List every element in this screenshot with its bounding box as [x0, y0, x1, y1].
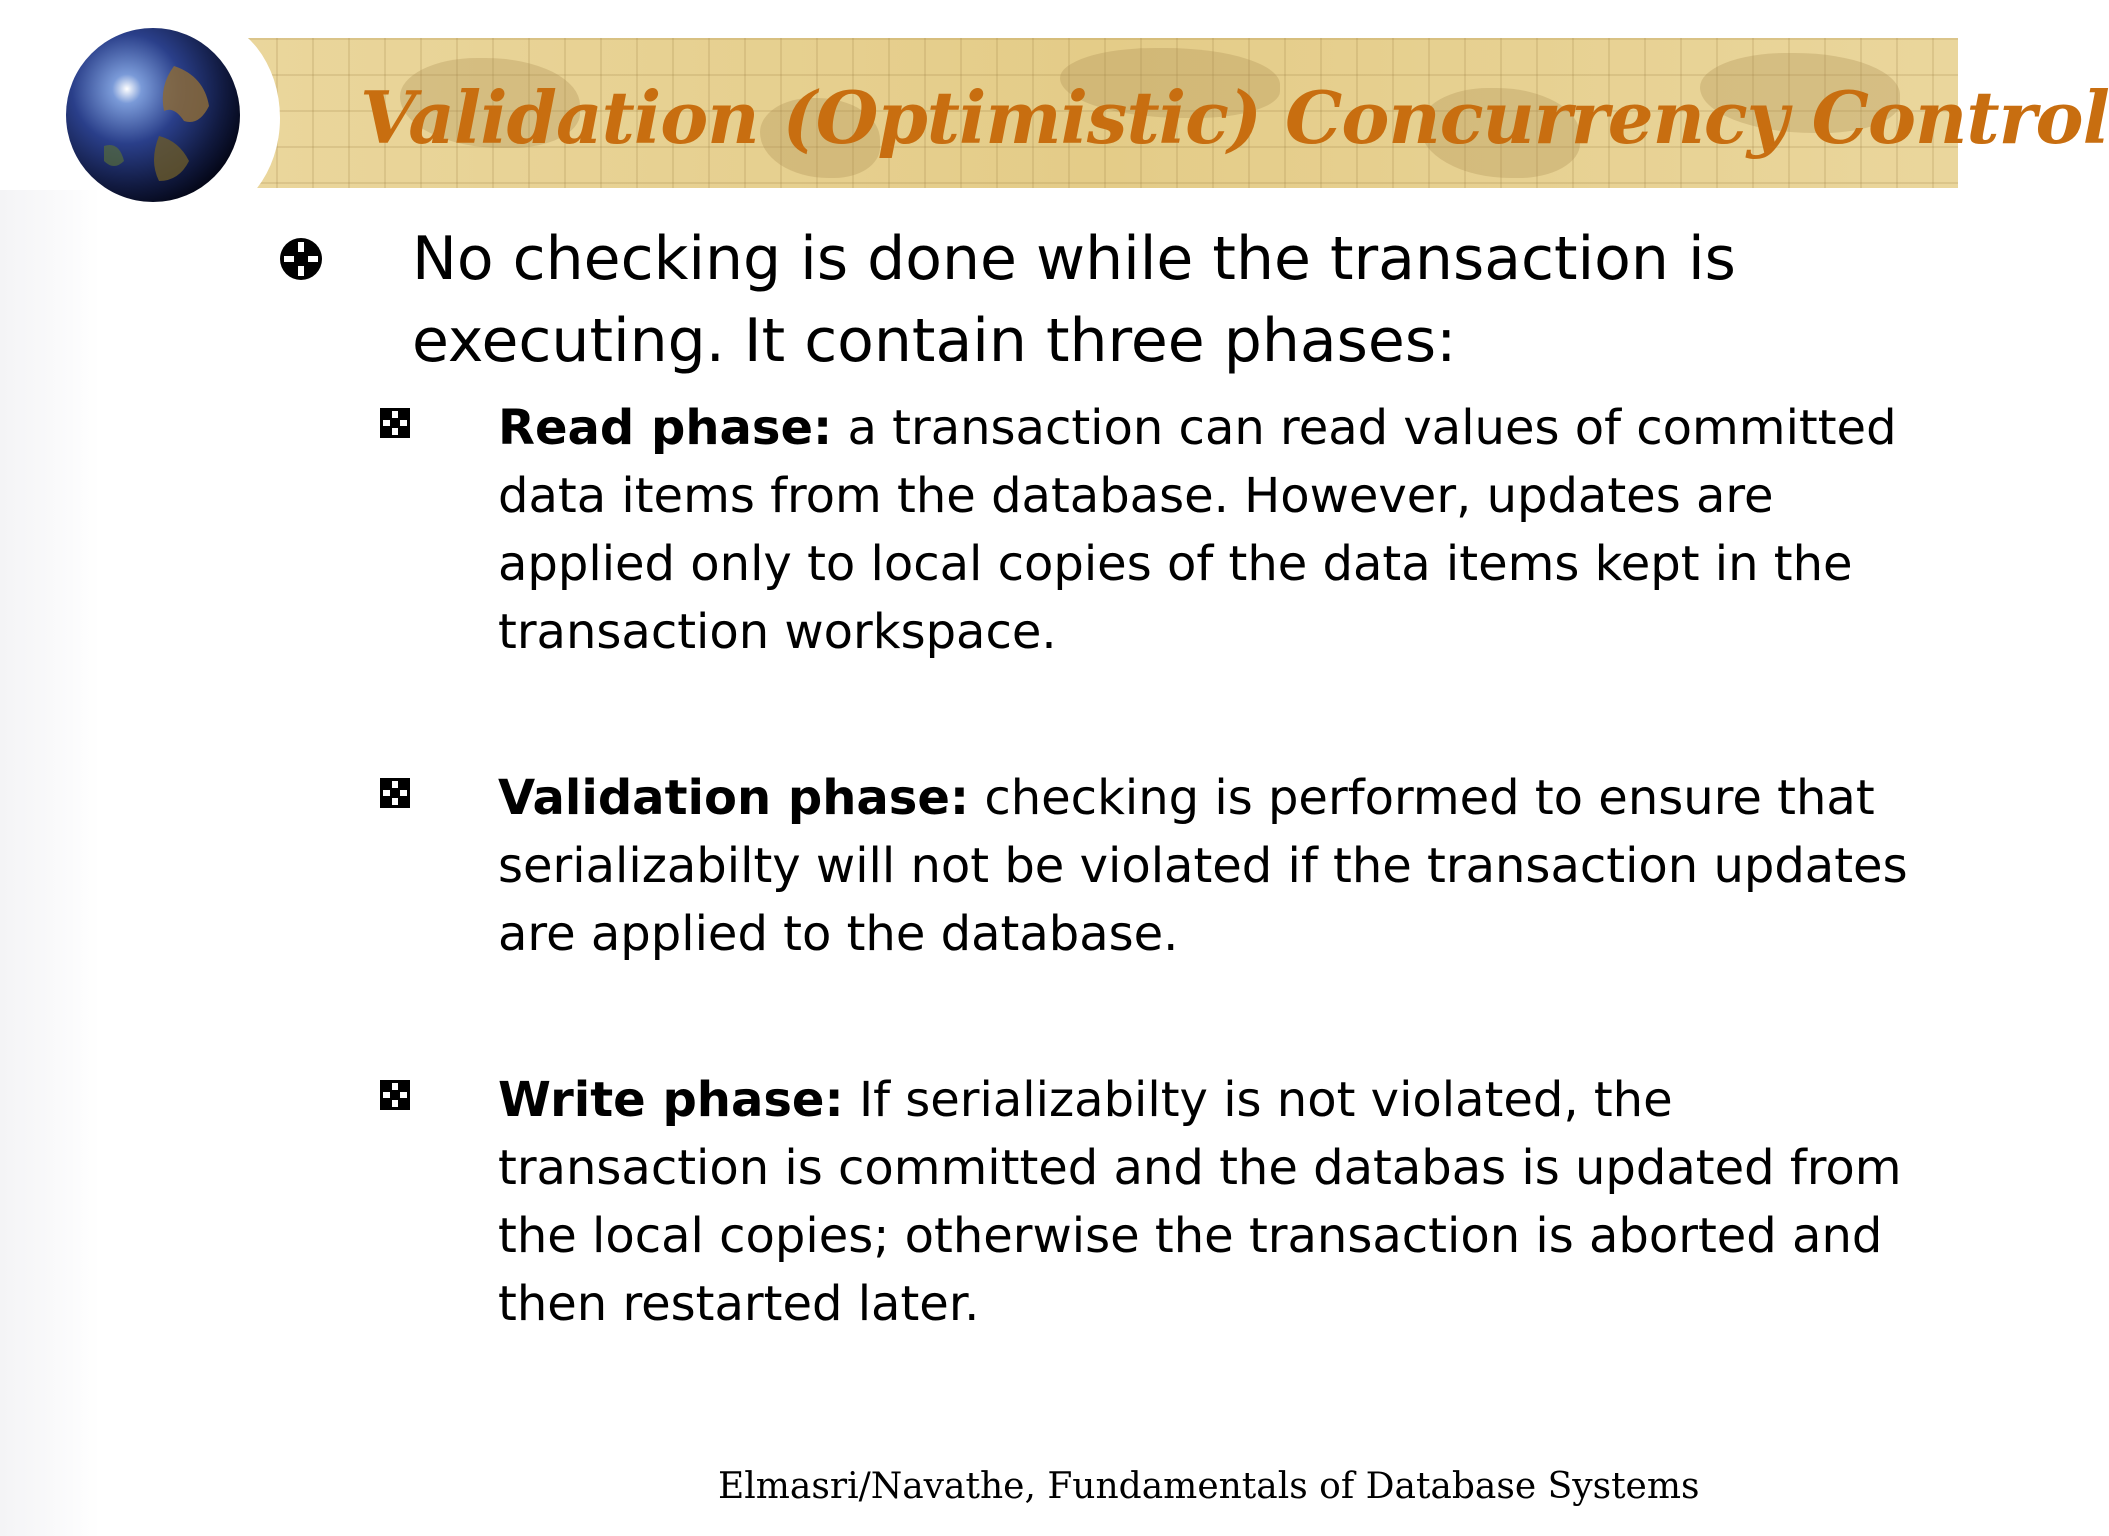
side-shade: [0, 190, 100, 1536]
phase-description: a transaction can read values of committed data items from the database. However, updates are applied only to local copies of the data items kept in the transaction workspace.: [498, 400, 1897, 660]
main-bullet-text: No checking is done while the transaction is executing. It contain three phases:: [412, 224, 1736, 376]
phase-label: Validation phase:: [498, 770, 970, 826]
phase-text: [498, 764, 1958, 968]
phase-label: Read phase:: [498, 400, 833, 456]
square-cross-bullet-icon: [380, 778, 410, 808]
square-cross-bullet-icon: [380, 1080, 410, 1110]
phase-description: checking is performed to ensure that serializabilty will not be violated if the transaction updates are applied to the database.: [498, 770, 1908, 962]
slide-title: Validation (Optimistic) Concurrency Control: [360, 75, 2109, 160]
square-cross-bullet-icon: [380, 408, 410, 438]
phase-text: [498, 394, 1958, 666]
phase-text: [498, 1066, 1958, 1338]
phase-label: Write phase:: [498, 1072, 844, 1128]
circle-cross-bullet-icon: [278, 236, 324, 282]
phase-description: If serializabilty is not violated, the transaction is committed and the databas is updated from the local copies; otherwise the transaction is aborted and then restarted later.: [498, 1072, 1902, 1332]
footer-citation: Elmasri/Navathe, Fundamentals of Database Systems: [718, 1466, 1700, 1507]
globe-icon: [64, 26, 242, 204]
